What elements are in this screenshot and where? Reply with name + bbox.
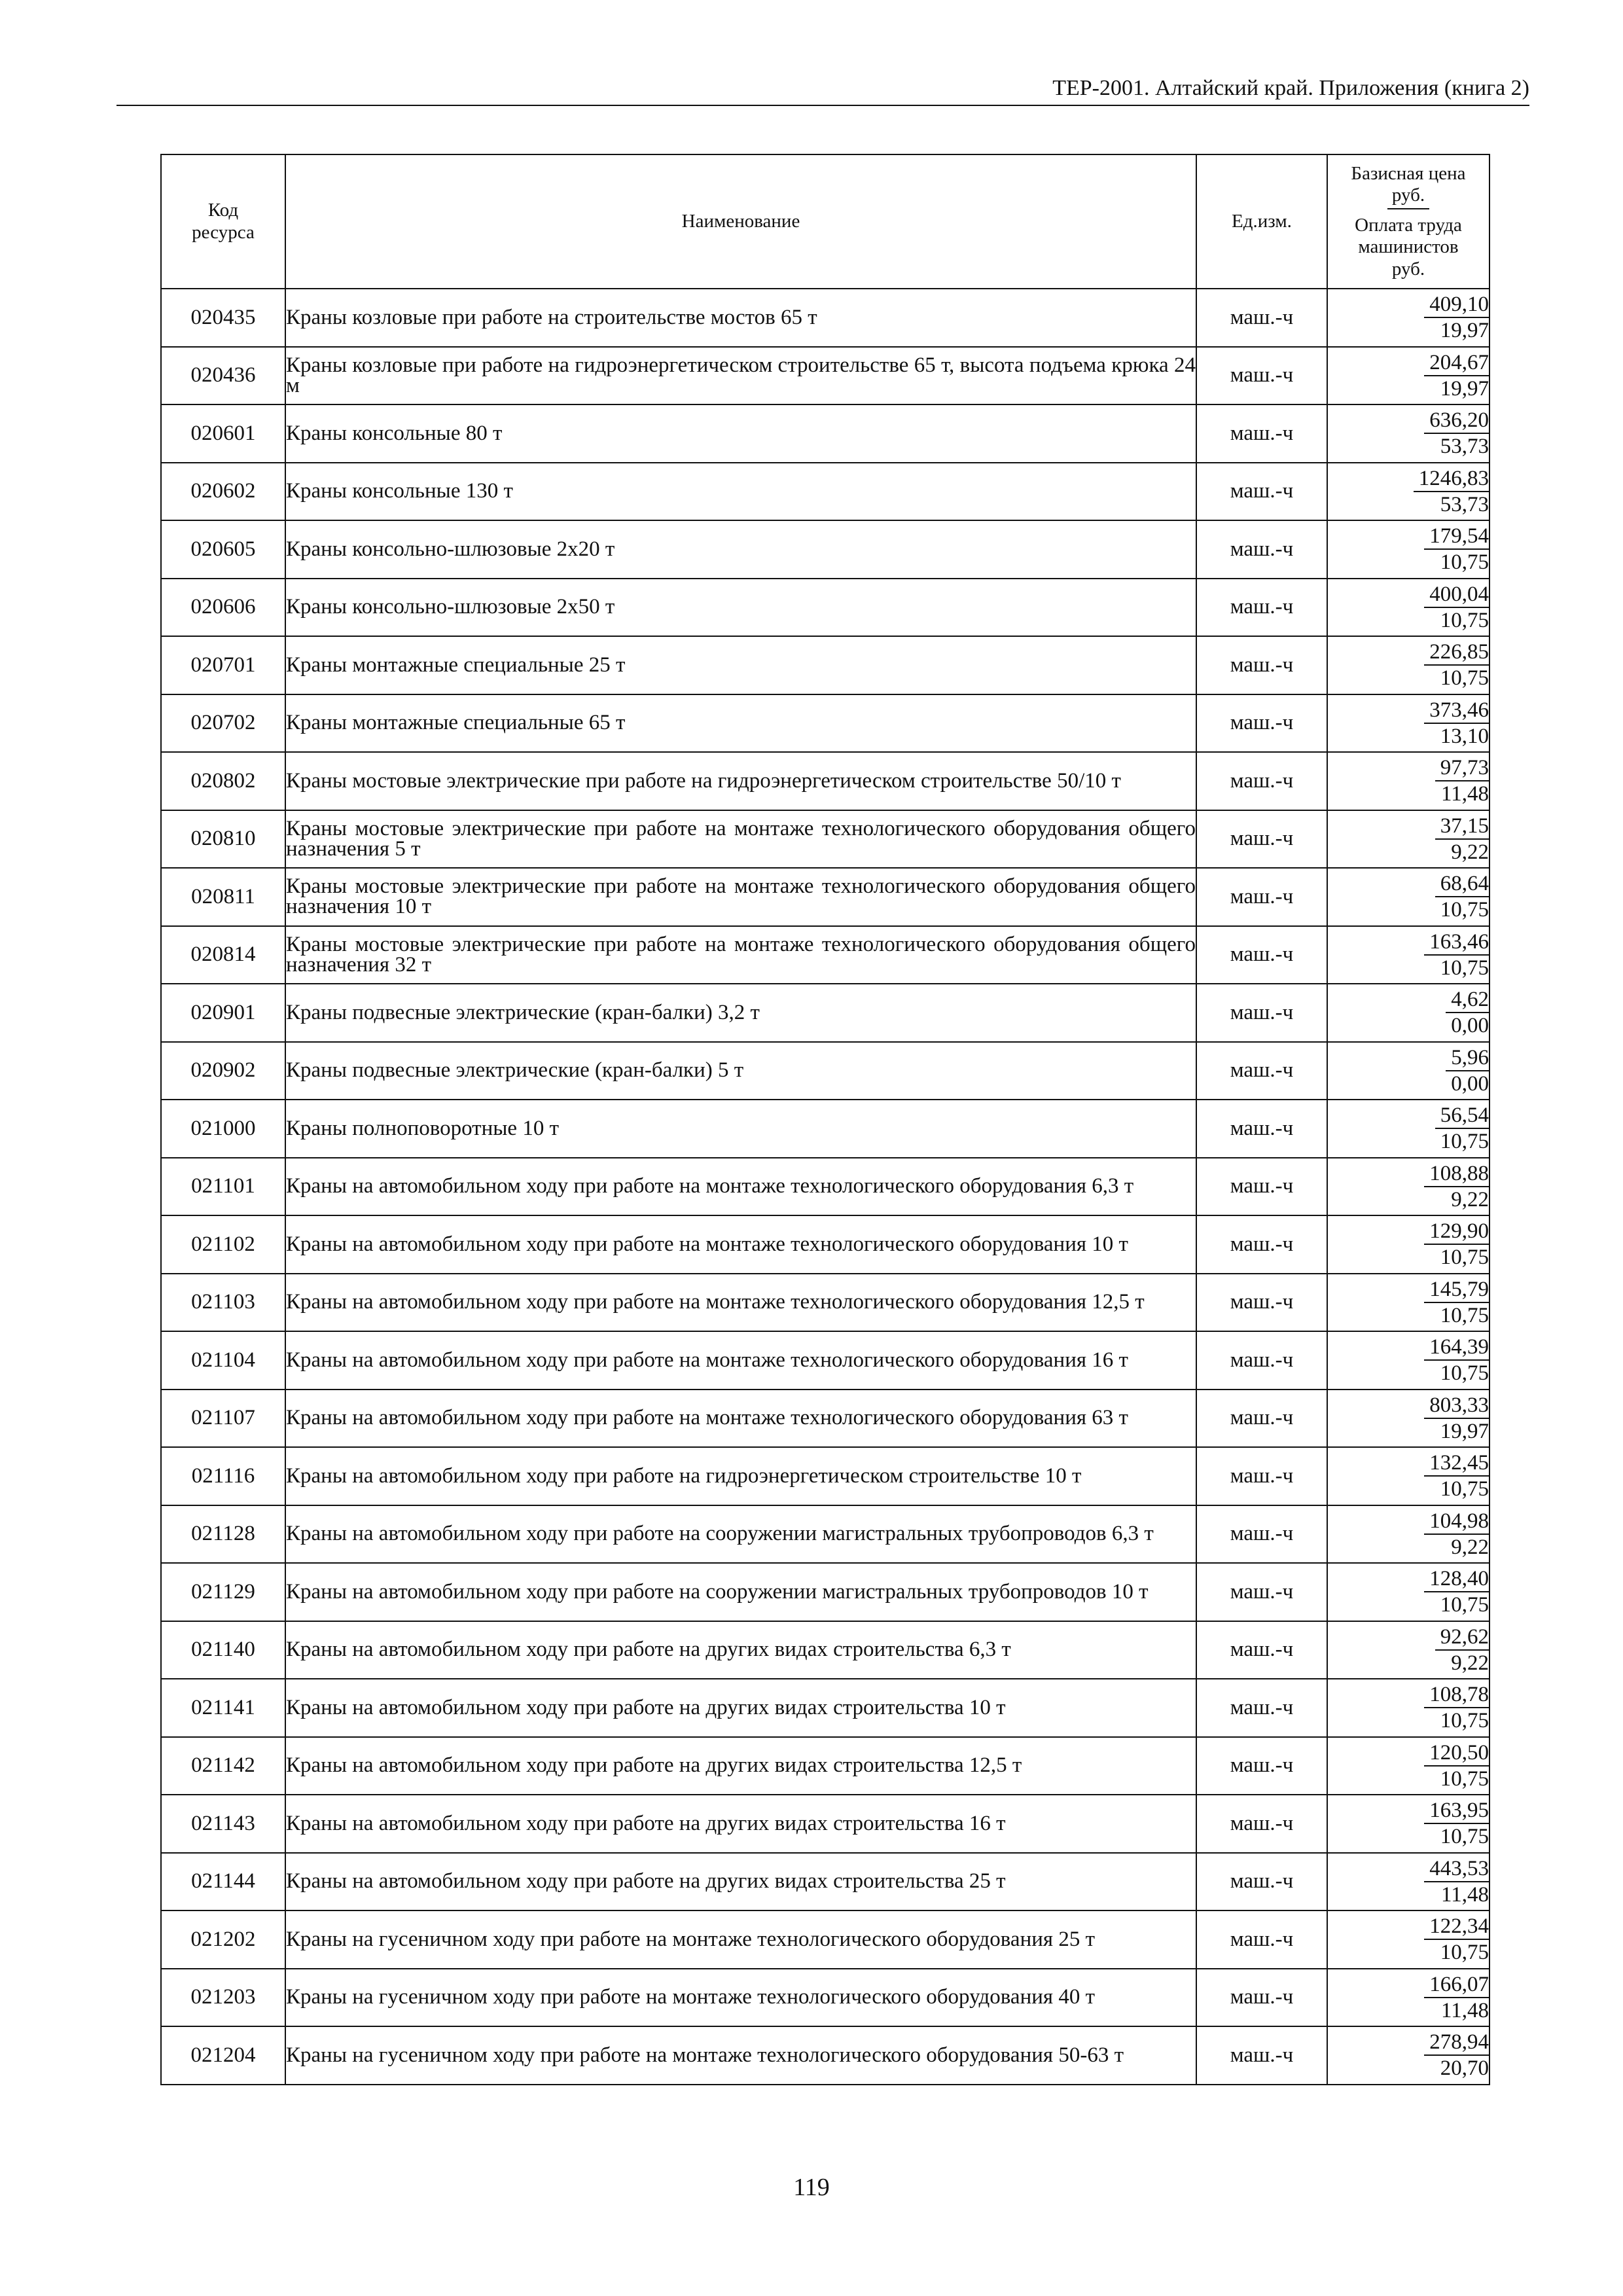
unit-cell: маш.-ч [1196,1910,1327,1969]
unit-cell: маш.-ч [1196,1447,1327,1505]
table-row [161,289,1489,347]
resource-code-cell: 020606 [161,579,285,637]
resource-code-cell: 020435 [161,289,285,347]
operator-labor-value: 13,10 [1440,724,1489,748]
resource-name-cell: Краны на автомобильном ходу при работе на монтаже технологического оборудования 16 т [285,1331,1196,1390]
resource-code-cell: 021204 [161,2026,285,2085]
operator-labor-value: 20,70 [1440,2056,1489,2081]
column-header-name: Наименование [285,154,1196,289]
price-fraction [1424,2030,1489,2081]
unit-cell: маш.-ч [1196,1853,1327,1911]
operator-labor-value: 19,97 [1440,319,1489,343]
table-row [161,984,1489,1042]
price-fraction [1424,1798,1489,1849]
base-price-value: 164,39 [1424,1335,1489,1361]
operator-labor-value: 10,75 [1440,550,1489,575]
resource-name-cell: Краны на гусеничном ходу при работе на монтаже технологического оборудования 25 т [285,1910,1196,1969]
unit-cell: маш.-ч [1196,2026,1327,2085]
base-price-value: 400,04 [1424,582,1489,608]
price-cell [1327,752,1489,810]
column-header-price [1327,154,1489,289]
base-price-value: 120,50 [1424,1740,1489,1767]
table-row [161,1795,1489,1853]
operator-labor-value: 10,75 [1440,1941,1489,1965]
price-cell [1327,404,1489,463]
price-fraction [1424,1277,1489,1328]
resource-name-cell: Краны на автомобильном ходу при работе на гидроэнергетическом строительстве 10 т [285,1447,1196,1505]
table-row [161,1331,1489,1390]
unit-cell: маш.-ч [1196,926,1327,984]
price-fraction [1435,755,1489,806]
unit-cell: маш.-ч [1196,810,1327,869]
operator-labor-value: 10,75 [1440,956,1489,980]
resource-name-cell: Краны на автомобильном ходу при работе на монтаже технологического оборудования 63 т [285,1390,1196,1448]
price-fraction [1424,1335,1489,1386]
resource-code-cell: 020602 [161,463,285,521]
base-price-value: 37,15 [1435,814,1489,840]
price-fraction [1424,639,1489,691]
unit-cell: маш.-ч [1196,984,1327,1042]
resource-name-cell: Краны консольно-шлюзовые 2х20 т [285,520,1196,579]
price-fraction [1424,1914,1489,1965]
resource-code-cell: 020902 [161,1042,285,1100]
resource-name-cell: Краны консольно-шлюзовые 2х50 т [285,579,1196,637]
price-cell [1327,1331,1489,1390]
price-fraction [1435,871,1489,922]
resource-code-cell: 021129 [161,1563,285,1621]
column-header-code [161,154,285,289]
resource-name-cell: Краны мостовые электрические при работе на монтаже технологического оборудования общего назначения 32 т [285,926,1196,984]
code-header-line-2: ресурса [192,221,255,243]
table-row [161,2026,1489,2085]
base-price-value: 56,54 [1435,1103,1489,1129]
operator-labor-value: 10,75 [1440,1767,1489,1791]
price-fraction [1424,1566,1489,1617]
price-cell [1327,1853,1489,1911]
unit-cell: маш.-ч [1196,694,1327,753]
unit-cell: маш.-ч [1196,1679,1327,1737]
unit-cell: маш.-ч [1196,1390,1327,1448]
price-cell [1327,1158,1489,1216]
table-row [161,1042,1489,1100]
price-cell [1327,1447,1489,1505]
price-fraction [1424,1509,1489,1560]
resource-name-cell: Краны на автомобильном ходу при работе на монтаже технологического оборудования 6,3 т [285,1158,1196,1216]
resource-name-cell: Краны на автомобильном ходу при работе на сооружении магистральных трубопроводов 10 т [285,1563,1196,1621]
operator-labor-value: 11,48 [1440,1882,1489,1907]
unit-cell: маш.-ч [1196,1274,1327,1332]
resource-name-cell: Краны монтажные специальные 25 т [285,636,1196,694]
resource-code-cell: 021203 [161,1969,285,2027]
price-header-separator [1387,208,1429,209]
price-cell [1327,579,1489,637]
base-price-value: 163,95 [1424,1798,1489,1824]
operator-labor-value: 9,22 [1451,1535,1489,1559]
operator-labor-value: 0,00 [1451,1014,1489,1038]
table-row [161,1737,1489,1795]
resource-name-cell: Краны на автомобильном ходу при работе на монтаже технологического оборудования 10 т [285,1215,1196,1274]
resource-name-cell: Краны консольные 130 т [285,463,1196,521]
resource-name-cell: Краны на автомобильном ходу при работе на других видах строительства 10 т [285,1679,1196,1737]
resource-name-cell: Краны на автомобильном ходу при работе на сооружении магистральных трубопроводов 6,3 т [285,1505,1196,1564]
base-price-value: 122,34 [1424,1914,1489,1940]
resource-name-cell: Краны на автомобильном ходу при работе на других видах строительства 6,3 т [285,1621,1196,1679]
resource-code-cell: 021116 [161,1447,285,1505]
base-price-value: 443,53 [1424,1856,1489,1882]
table-row [161,520,1489,579]
table-row [161,1274,1489,1332]
price-fraction [1424,698,1489,749]
resource-code-cell: 020702 [161,694,285,753]
price-fraction [1424,1161,1489,1212]
table-row [161,752,1489,810]
resource-code-cell: 021102 [161,1215,285,1274]
base-price-value: 373,46 [1424,698,1489,724]
base-price-value: 128,40 [1424,1566,1489,1592]
price-fraction [1435,1103,1489,1154]
price-cell [1327,347,1489,405]
resource-code-cell: 021141 [161,1679,285,1737]
operator-labor-value: 10,75 [1440,1709,1489,1733]
price-fraction [1424,1219,1489,1270]
operator-labor-value: 10,75 [1440,898,1489,922]
price-cell [1327,1215,1489,1274]
price-cell [1327,1679,1489,1737]
labor-header-line-1: Оплата труда [1355,214,1462,236]
resource-code-cell: 021000 [161,1100,285,1158]
table-row [161,694,1489,753]
table-row [161,1679,1489,1737]
code-header-line-1: Код [207,200,239,221]
resource-name-cell: Краны на гусеничном ходу при работе на монтаже технологического оборудования 50-63 т [285,2026,1196,2085]
price-cell [1327,1795,1489,1853]
resource-name-cell: Краны козловые при работе на строительстве мостов 65 т [285,289,1196,347]
operator-labor-value: 10,75 [1440,1246,1489,1270]
resource-code-cell: 020601 [161,404,285,463]
unit-cell: маш.-ч [1196,289,1327,347]
base-price-value: 108,88 [1424,1161,1489,1187]
price-cell [1327,2026,1489,2085]
unit-cell: маш.-ч [1196,463,1327,521]
table-row [161,1621,1489,1679]
resource-code-cell: 020436 [161,347,285,405]
table-row [161,1390,1489,1448]
price-fraction [1424,1972,1489,2023]
price-fraction [1424,350,1489,401]
price-cell [1327,1505,1489,1564]
labor-header-line-3: руб. [1391,258,1425,279]
table-row [161,1447,1489,1505]
price-cell [1327,1910,1489,1969]
price-cell [1327,520,1489,579]
resource-code-cell: 021140 [161,1621,285,1679]
table-header-row [161,154,1489,289]
price-header-line-2: руб. [1391,185,1425,206]
resource-name-cell: Краны козловые при работе на гидроэнергетическом строительстве 65 т, высота подъема крюка 24 м [285,347,1196,405]
base-price-value: 636,20 [1424,408,1489,434]
price-fraction [1424,408,1489,459]
price-fraction [1446,987,1489,1038]
unit-cell: маш.-ч [1196,1969,1327,2027]
table-row [161,1505,1489,1564]
base-price-value: 68,64 [1435,871,1489,897]
price-cell [1327,694,1489,753]
resource-name-cell: Краны на автомобильном ходу при работе на других видах строительства 12,5 т [285,1737,1196,1795]
price-header-line-1: Базисная цена [1351,163,1466,185]
operator-labor-value: 53,73 [1440,492,1489,516]
price-cell [1327,984,1489,1042]
price-fraction [1424,292,1489,343]
price-fraction [1435,814,1489,865]
base-price-value: 104,98 [1424,1509,1489,1535]
table-row [161,868,1489,926]
operator-labor-value: 10,75 [1440,1825,1489,1849]
price-fraction [1435,1624,1489,1676]
resource-code-cell: 020802 [161,752,285,810]
price-fraction [1414,466,1489,517]
unit-cell: маш.-ч [1196,1100,1327,1158]
price-fraction [1424,1682,1489,1733]
base-price-value: 803,33 [1424,1393,1489,1419]
table-row [161,810,1489,869]
labor-header-line-2: машинистов [1358,236,1459,258]
table-row [161,926,1489,984]
base-price-value: 226,85 [1424,639,1489,666]
header-rule [116,105,1529,106]
table-row [161,1215,1489,1274]
operator-labor-value: 10,75 [1440,1361,1489,1386]
table-row [161,1853,1489,1911]
price-cell [1327,926,1489,984]
table-body [161,289,1489,2085]
unit-cell: маш.-ч [1196,1795,1327,1853]
table-row [161,1969,1489,2027]
operator-labor-value: 10,75 [1440,608,1489,632]
resource-name-cell: Краны на автомобильном ходу при работе на монтаже технологического оборудования 12,5 т [285,1274,1196,1332]
price-fraction [1424,582,1489,633]
page-header-title: ТЕР-2001. Алтайский край. Приложения (книга 2) [1052,76,1529,100]
base-price-value: 1246,83 [1414,466,1489,492]
base-price-value: 179,54 [1424,524,1489,550]
resource-code-cell: 020605 [161,520,285,579]
resource-name-cell: Краны подвесные электрические (кран-балки) 5 т [285,1042,1196,1100]
price-fraction [1424,524,1489,575]
price-cell [1327,1100,1489,1158]
unit-cell: маш.-ч [1196,636,1327,694]
resource-code-cell: 021144 [161,1853,285,1911]
table-row [161,404,1489,463]
base-price-value: 163,46 [1424,929,1489,956]
resource-code-cell: 021202 [161,1910,285,1969]
base-price-value: 92,62 [1435,1624,1489,1651]
resource-name-cell: Краны мостовые электрические при работе на гидроэнергетическом строительстве 50/10 т [285,752,1196,810]
table-row [161,1100,1489,1158]
operator-labor-value: 10,75 [1440,1303,1489,1327]
resource-code-cell: 021104 [161,1331,285,1390]
resource-code-cell: 021128 [161,1505,285,1564]
price-fraction [1424,1740,1489,1791]
table-row [161,636,1489,694]
resource-code-cell: 020814 [161,926,285,984]
price-cell [1327,1274,1489,1332]
unit-cell: маш.-ч [1196,1621,1327,1679]
base-price-value: 4,62 [1446,987,1489,1013]
resource-code-cell: 021101 [161,1158,285,1216]
operator-labor-value: 11,48 [1440,1998,1489,2022]
base-price-value: 278,94 [1424,2030,1489,2056]
price-fraction [1446,1045,1489,1096]
resource-name-cell: Краны на автомобильном ходу при работе на других видах строительства 25 т [285,1853,1196,1911]
resource-code-cell: 020901 [161,984,285,1042]
resource-price-table [160,154,1490,2085]
unit-cell: маш.-ч [1196,752,1327,810]
resource-name-cell: Краны полноповоротные 10 т [285,1100,1196,1158]
operator-labor-value: 0,00 [1451,1071,1489,1096]
unit-cell: маш.-ч [1196,579,1327,637]
base-price-value: 108,78 [1424,1682,1489,1708]
base-price-value: 409,10 [1424,292,1489,318]
operator-labor-value: 9,22 [1451,1187,1489,1211]
table-row [161,1910,1489,1969]
resource-name-cell: Краны мостовые электрические при работе на монтаже технологического оборудования общего назначения 10 т [285,868,1196,926]
operator-labor-value: 9,22 [1451,1651,1489,1675]
resource-name-cell: Краны монтажные специальные 65 т [285,694,1196,753]
operator-labor-value: 10,75 [1440,1477,1489,1501]
resource-code-cell: 021143 [161,1795,285,1853]
price-fraction [1424,1393,1489,1444]
operator-labor-value: 19,97 [1440,1419,1489,1443]
unit-cell: маш.-ч [1196,1505,1327,1564]
price-fraction [1424,1450,1489,1501]
resource-code-cell: 020811 [161,868,285,926]
resource-code-cell: 021107 [161,1390,285,1448]
operator-labor-value: 19,97 [1440,376,1489,401]
operator-labor-value: 53,73 [1440,435,1489,459]
base-price-value: 129,90 [1424,1219,1489,1245]
base-price-value: 132,45 [1424,1450,1489,1477]
table-row [161,347,1489,405]
price-fraction [1424,929,1489,980]
unit-cell: маш.-ч [1196,1042,1327,1100]
operator-labor-value: 11,48 [1440,782,1489,806]
unit-cell: маш.-ч [1196,1158,1327,1216]
base-price-value: 166,07 [1424,1972,1489,1998]
unit-cell: маш.-ч [1196,1331,1327,1390]
unit-cell: маш.-ч [1196,1563,1327,1621]
unit-cell: маш.-ч [1196,868,1327,926]
price-cell [1327,1042,1489,1100]
operator-labor-value: 10,75 [1440,666,1489,691]
resource-name-cell: Краны консольные 80 т [285,404,1196,463]
resource-code-cell: 020810 [161,810,285,869]
price-cell [1327,636,1489,694]
table-row [161,1563,1489,1621]
unit-cell: маш.-ч [1196,404,1327,463]
resource-name-cell: Краны на гусеничном ходу при работе на монтаже технологического оборудования 40 т [285,1969,1196,2027]
resource-name-cell: Краны мостовые электрические при работе на монтаже технологического оборудования общего назначения 5 т [285,810,1196,869]
price-cell [1327,1390,1489,1448]
price-cell [1327,1621,1489,1679]
price-cell [1327,868,1489,926]
price-fraction [1424,1856,1489,1907]
resource-code-cell: 020701 [161,636,285,694]
resource-code-cell: 021142 [161,1737,285,1795]
resource-code-cell: 021103 [161,1274,285,1332]
column-header-unit: Ед.изм. [1196,154,1327,289]
base-price-value: 97,73 [1435,755,1489,781]
base-price-value: 145,79 [1424,1277,1489,1303]
unit-cell: маш.-ч [1196,1737,1327,1795]
price-cell [1327,1737,1489,1795]
price-cell [1327,810,1489,869]
base-price-value: 204,67 [1424,350,1489,376]
price-cell [1327,463,1489,521]
table-row [161,579,1489,637]
table-row [161,1158,1489,1216]
table-row [161,463,1489,521]
unit-cell: маш.-ч [1196,1215,1327,1274]
operator-labor-value: 9,22 [1451,840,1489,864]
resource-name-cell: Краны подвесные электрические (кран-балки) 3,2 т [285,984,1196,1042]
unit-cell: маш.-ч [1196,520,1327,579]
unit-cell: маш.-ч [1196,347,1327,405]
base-price-value: 5,96 [1446,1045,1489,1071]
resource-name-cell: Краны на автомобильном ходу при работе на других видах строительства 16 т [285,1795,1196,1853]
price-cell [1327,1563,1489,1621]
price-cell [1327,1969,1489,2027]
price-cell [1327,289,1489,347]
operator-labor-value: 10,75 [1440,1130,1489,1154]
page-number: 119 [793,2174,830,2201]
operator-labor-value: 10,75 [1440,1593,1489,1617]
